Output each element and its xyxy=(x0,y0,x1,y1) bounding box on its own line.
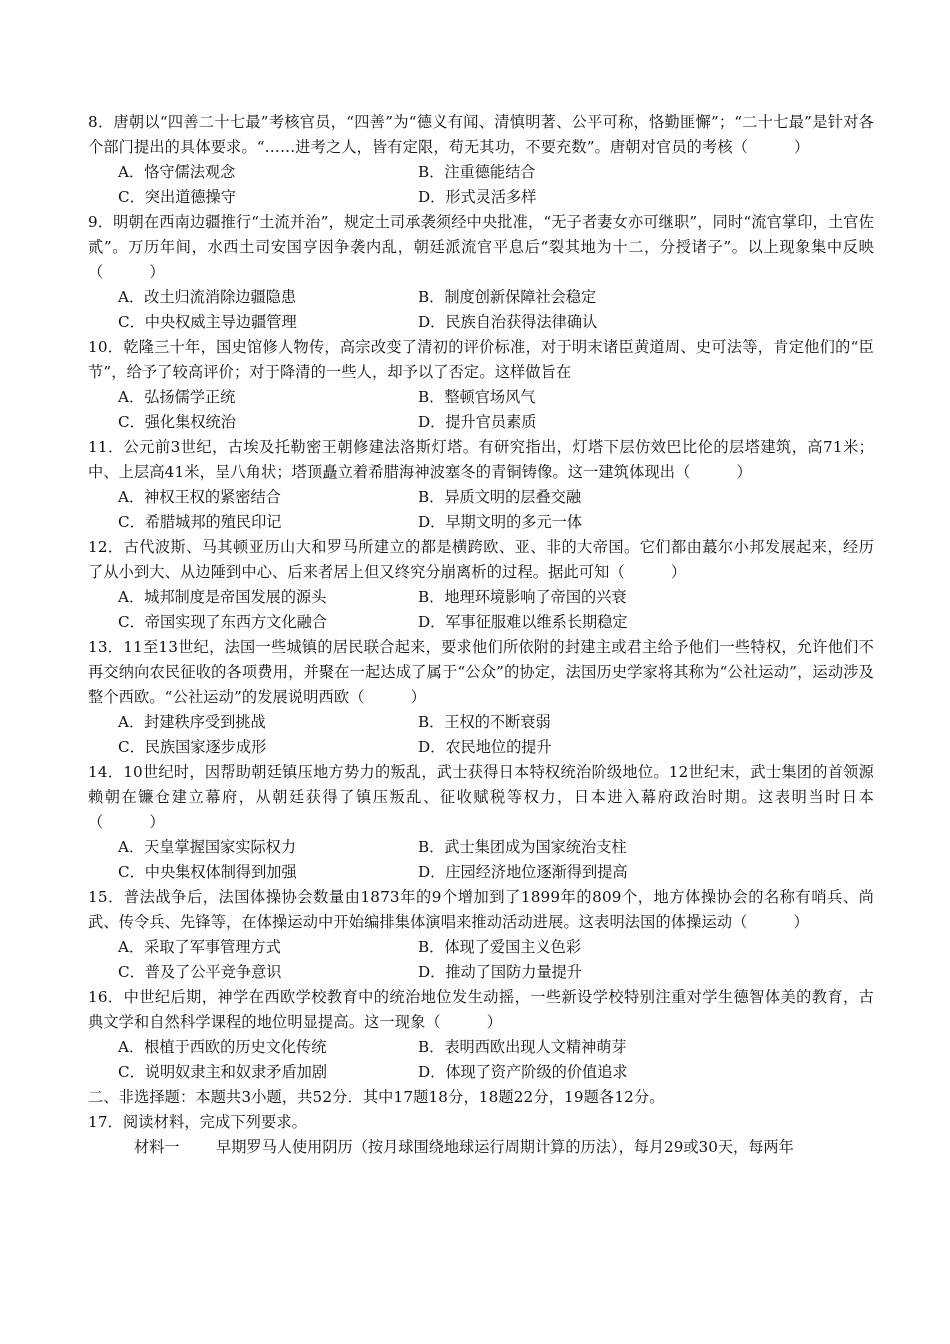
question-stem: 11．公元前3世纪，古埃及托勒密王朝修建法洛斯灯塔。有研究指出，灯塔下层仿效巴比伦的层塔建筑，高71米；中、上层高41米，呈八角状；塔顶矗立着希腊海神波塞冬的青铜铸像。这一建筑体现出（ ） xyxy=(88,438,874,481)
option-d: D．体现了资产阶级的价值追求 xyxy=(418,1063,628,1081)
question-10 xyxy=(0,335,950,435)
option-a: A．恪守儒法观念 xyxy=(118,163,236,181)
option-b: B．体现了爱国主义色彩 xyxy=(418,938,582,956)
options xyxy=(118,160,874,210)
option-c: C．中央权威主导边疆管理 xyxy=(118,313,297,331)
section-heading: 二、非选择题：本题共3小题，共52分．其中17题18分，18题22分，19题各12分。 xyxy=(88,1088,665,1106)
options xyxy=(118,710,874,760)
question-stem: 14．10世纪时，因帮助朝廷镇压地方势力的叛乱，武士获得日本特权统治阶级地位。12世纪末，武士集团的首领源赖朝在镰仓建立幕府，从朝廷获得了镇压叛乱、征收赋税等权力，日本进入幕府政治时期。这表明当时日本（ ） xyxy=(88,763,874,831)
question-stem: 13．11至13世纪，法国一些城镇的居民联合起来，要求他们所依附的封建主或君主给予他们一些特权，允许他们不再交纳向农民征收的各项费用，并聚在一起达成了属于“公众”的协定，法国历史学家将其称为“公社运动”，运动涉及整个西欧。“公社运动”的发展说明西欧（ ） xyxy=(88,638,874,706)
option-b: B．异质文明的层叠交融 xyxy=(418,488,582,506)
option-d: D．提升官员素质 xyxy=(418,413,537,431)
option-a: A．弘扬儒学正统 xyxy=(118,388,236,406)
options xyxy=(118,485,874,535)
question-14 xyxy=(0,760,950,885)
option-b: B．武士集团成为国家统治支柱 xyxy=(418,838,627,856)
material-label: 材料一 xyxy=(134,1138,180,1156)
option-c: C．希腊城邦的殖民印记 xyxy=(118,513,282,531)
option-d: D．军事征服难以维系长期稳定 xyxy=(418,613,628,631)
question-stem: 12．古代波斯、马其顿亚历山大和罗马所建立的都是横跨欧、亚、非的大帝国。它们都由蕞尔小邦发展起来，经历了从小到大、从边陲到中心、后来者居上但又终究分崩离析的过程。据此可知（ ） xyxy=(88,538,874,581)
options xyxy=(118,935,874,985)
option-a: A．改土归流消除边疆隐患 xyxy=(118,288,297,306)
option-a: A．城邦制度是帝国发展的源头 xyxy=(118,588,327,606)
question-stem: 8．唐朝以“四善二十七最”考核官员，“四善”为“德义有闻、清慎明著、公平可称，恪勤匪懈”；“二十七最”是针对各个部门提出的具体要求。“……进考之人，皆有定限，苟无其功，不要充数”。唐朝对官员的考核（ ） xyxy=(88,113,874,156)
exam-page xyxy=(0,110,950,1160)
question-12 xyxy=(0,535,950,635)
material-text: 早期罗马人使用阴历（按月球围绕地球运行周期计算的历法），每月29或30天，每两年 xyxy=(216,1138,794,1156)
question-9 xyxy=(0,210,950,335)
option-c: C．强化集权统治 xyxy=(118,413,236,431)
option-d: D．民族自治获得法律确认 xyxy=(418,313,598,331)
option-c: C．说明奴隶主和奴隶矛盾加剧 xyxy=(118,1063,328,1081)
material-one xyxy=(134,1135,874,1160)
option-b: B．表明西欧出现人文精神萌芽 xyxy=(418,1038,627,1056)
option-a: A．神权王权的紧密结合 xyxy=(118,488,281,506)
options xyxy=(118,835,874,885)
option-a: A．采取了军事管理方式 xyxy=(118,938,281,956)
question-15 xyxy=(0,885,950,985)
option-a: A．天皇掌握国家实际权力 xyxy=(118,838,297,856)
option-a: A．封建秩序受到挑战 xyxy=(118,713,266,731)
option-c: C．突出道德操守 xyxy=(118,188,236,206)
options xyxy=(118,585,874,635)
option-d: D．早期文明的多元一体 xyxy=(418,513,583,531)
option-a: A．根植于西欧的历史文化传统 xyxy=(118,1038,327,1056)
option-c: C．帝国实现了东西方文化融合 xyxy=(118,613,328,631)
question-stem: 9．明朝在西南边疆推行“土流并治”，规定土司承袭须经中央批准，“无子者妻女亦可继职”，同时“流官掌印，土官佐贰”。万历年间，水西土司安国亨因争袭内乱，朝廷派流官平息后“裂其地为十二，分授诸子”。以上现象集中反映（ ） xyxy=(88,213,874,281)
question-13 xyxy=(0,635,950,760)
question-11 xyxy=(0,435,950,535)
options xyxy=(118,1035,874,1085)
option-d: D．农民地位的提升 xyxy=(418,738,552,756)
question-stem: 16．中世纪后期，神学在西欧学校教育中的统治地位发生动摇，一些新设学校特别注重对学生德智体美的教育，古典文学和自然科学课程的地位明显提高。这一现象（ ） xyxy=(88,988,874,1031)
question-16 xyxy=(0,985,950,1085)
option-c: C．民族国家逐步成形 xyxy=(118,738,267,756)
option-c: C．普及了公平竞争意识 xyxy=(118,963,282,981)
question-8 xyxy=(0,110,950,210)
option-b: B．注重德能结合 xyxy=(418,163,536,181)
options xyxy=(118,385,874,435)
option-b: B．制度创新保障社会稳定 xyxy=(418,288,597,306)
options xyxy=(118,285,874,335)
question-17-stem: 17．阅读材料，完成下列要求。 xyxy=(88,1113,308,1131)
option-c: C．中央集权体制得到加强 xyxy=(118,863,297,881)
option-b: B．整顿官场风气 xyxy=(418,388,536,406)
question-stem: 10．乾隆三十年，国史馆修人物传，高宗改变了清初的评价标准，对于明末诸臣黄道周、史可法等，肯定他们的“臣节”，给予了较高评价；对于降清的一些人，却予以了否定。这样做旨在 xyxy=(88,338,874,381)
question-stem: 15．普法战争后，法国体操协会数量由1873年的9个增加到了1899年的809个，地方体操协会的名称有哨兵、尚武、传令兵、先锋等，在体操运动中开始编排集体演唱来推动活动进展。这表明法国的体操运动（ ） xyxy=(88,888,874,931)
option-d: D．形式灵活多样 xyxy=(418,188,537,206)
option-b: B．地理环境影响了帝国的兴衰 xyxy=(418,588,627,606)
option-d: D．庄园经济地位逐渐得到提高 xyxy=(418,863,628,881)
option-d: D．推动了国防力量提升 xyxy=(418,963,583,981)
option-b: B．王权的不断衰弱 xyxy=(418,713,551,731)
